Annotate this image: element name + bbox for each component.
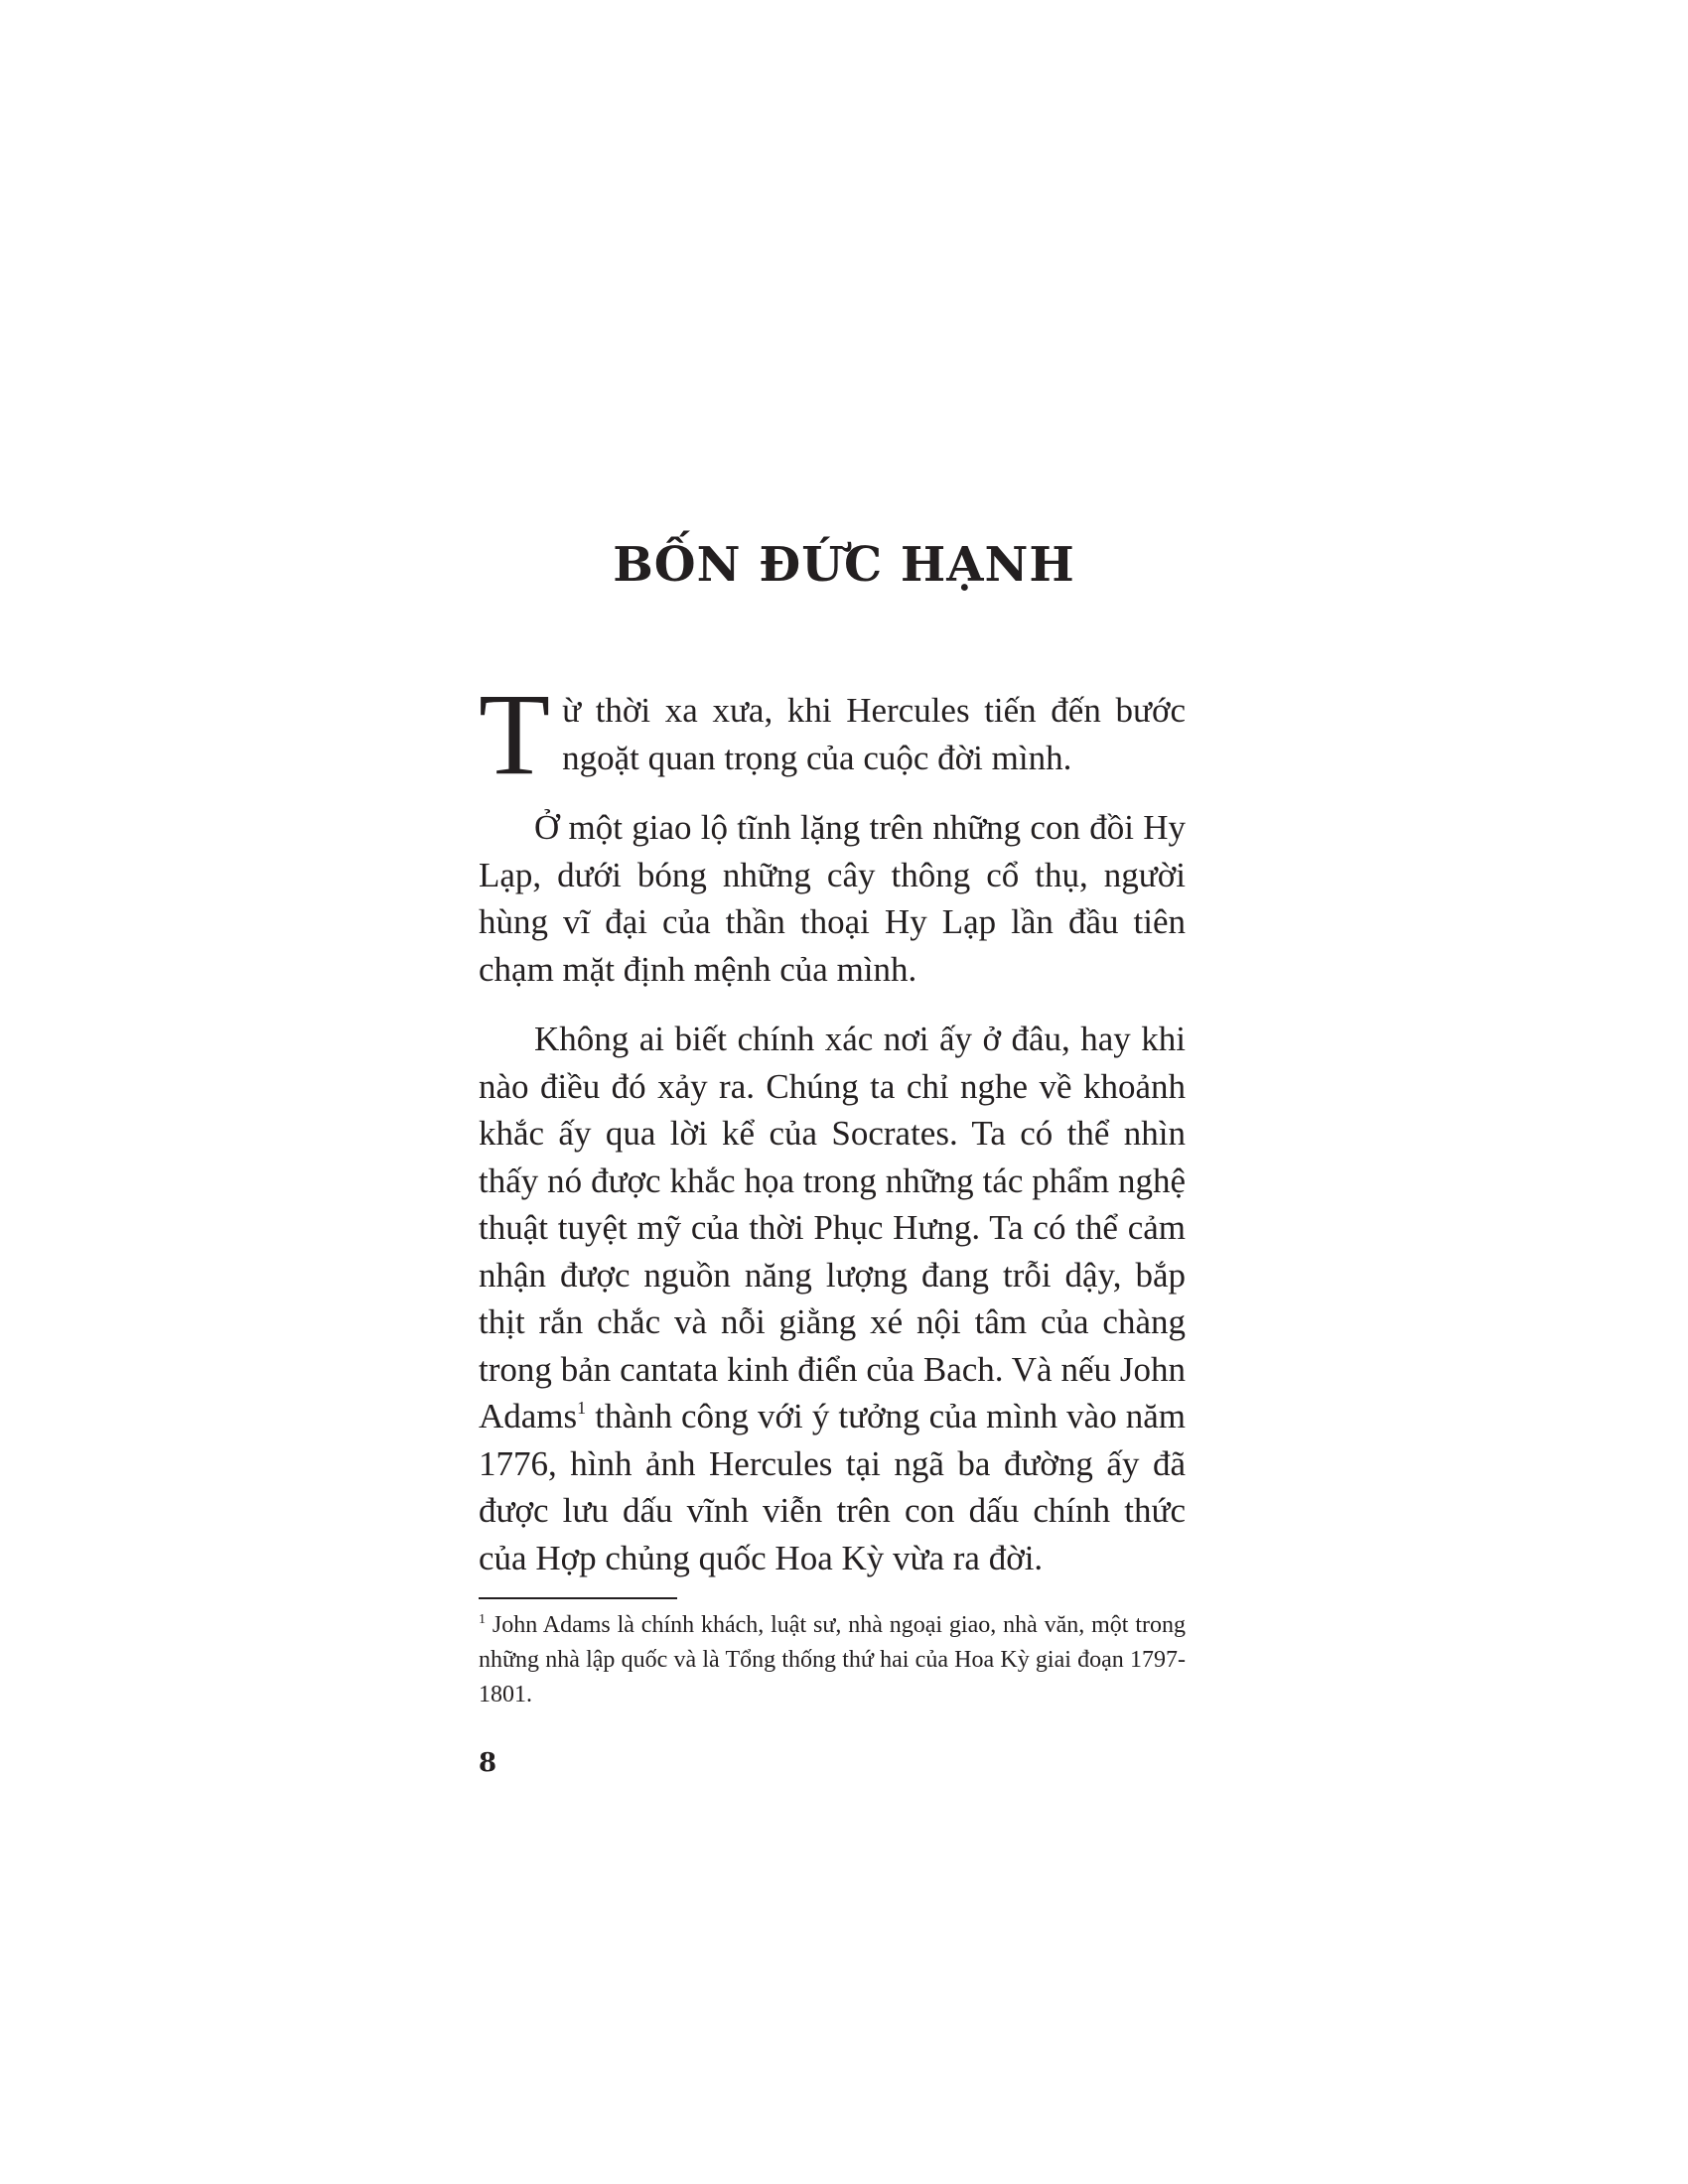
- drop-cap: T: [479, 669, 551, 799]
- body-text: [479, 669, 1186, 1581]
- page-number: 8: [479, 1748, 497, 1778]
- paragraph-3: [479, 1016, 1186, 1581]
- paragraph-1-text: ừ thời xa xưa, khi Hercules tiến đến bước ngoặt quan trọng của cuộc đời mình.: [562, 691, 1186, 777]
- footnote: [479, 1608, 1186, 1712]
- paragraph-3-text-a: Không ai biết chính xác nơi ấy ở đâu, hay khi nào điều đó xảy ra. Chúng ta chỉ nghe về khoảnh khắc ấy qua lời kể của Socrates. Ta có thể nhìn thấy nó được khắc họa trong những tác phẩm nghệ thuật tuyệt mỹ của thời Phục Hưng. Ta có thể cảm nhận được nguồn năng lượng đang trỗi dậy, bắp thịt rắn chắc và nỗi giằng xé nội tâm của chàng trong bản cantata kinh điển của Bach. Và nếu John Adams: [479, 1020, 1186, 1435]
- footnote-divider: [479, 1597, 677, 1599]
- chapter-title: BỐN ĐỨC HẠNH: [613, 537, 1075, 593]
- footnote-text: John Adams là chính khách, luật sư, nhà ngoại giao, nhà văn, một trong những nhà lập quốc và là Tổng thống thứ hai của Hoa Kỳ giai đoạn 1797-1801.: [479, 1612, 1186, 1707]
- footnote-marker: 1: [479, 1612, 486, 1627]
- paragraph-2: Ở một giao lộ tĩnh lặng trên những con đồi Hy Lạp, dưới bóng những cây thông cổ thụ, người hùng vĩ đại của thần thoại Hy Lạp lần đầu tiên chạm mặt định mệnh của mình.: [479, 808, 1186, 989]
- paragraph-1: [479, 669, 1186, 799]
- paragraph-3-text-b: thành công với ý tưởng của mình vào năm 1776, hình ảnh Hercules tại ngã ba đường ấy đã được lưu dấu vĩnh viễn trên con dấu chính thức của Hợp chủng quốc Hoa Kỳ vừa ra đời.: [479, 1397, 1186, 1577]
- footnote-reference: 1: [577, 1398, 587, 1418]
